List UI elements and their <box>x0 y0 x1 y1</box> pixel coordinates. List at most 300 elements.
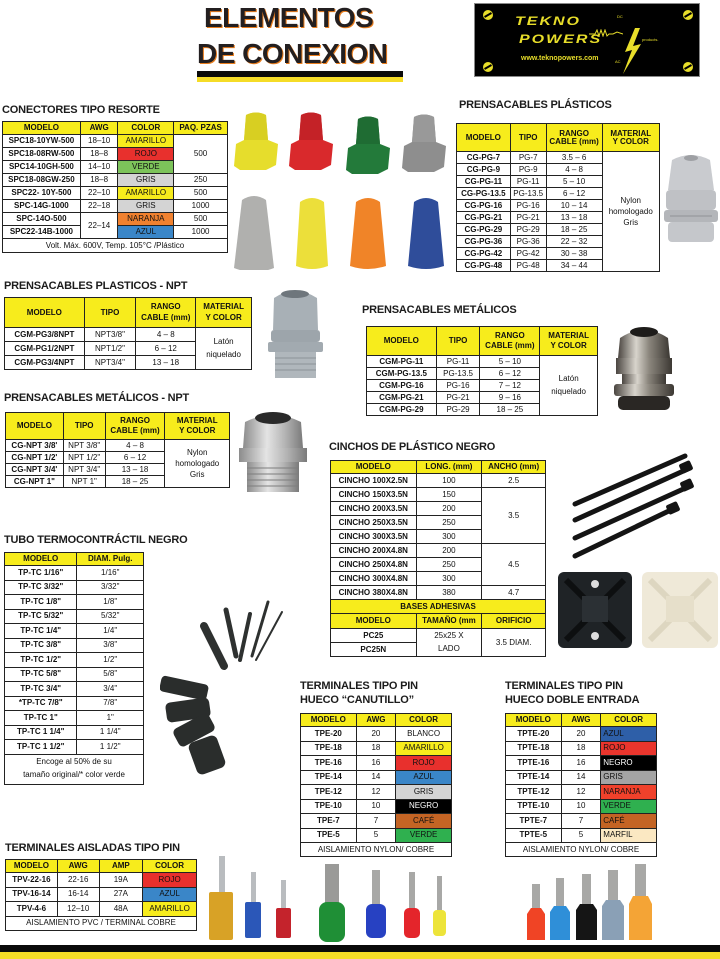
header-material-line1: MATERIAL <box>203 302 244 312</box>
tubo-termocontractil-table <box>4 552 144 785</box>
col-header-rango <box>480 327 540 356</box>
prensacables-plasticos-table <box>456 123 660 272</box>
cell-modelo: CINCHO 150X3.5N <box>331 488 417 502</box>
cell-color: GRIS <box>396 785 452 800</box>
col-header-modelo: MODELO <box>457 124 511 152</box>
cell-modelo: CG-PG-36 <box>457 236 511 248</box>
cell-tipo: NPT 3/4" <box>63 464 105 476</box>
col-header-material <box>165 413 230 440</box>
cell-awg: 7 <box>356 814 396 829</box>
cell-modelo: SPC18-10YW-500 <box>3 135 81 148</box>
material-line: Nylon <box>620 195 641 205</box>
cell-awg: 5 <box>356 828 396 843</box>
cell-modelo: TP-TC 5/32" <box>5 609 77 624</box>
cable-ties-image <box>565 452 695 562</box>
cell-modelo: SPC22- 10Y-500 <box>3 187 81 200</box>
cell-modelo: TPE-10 <box>301 799 357 814</box>
section-title-canutillo-line2: HUECO “CANUTILLO” <box>300 694 414 706</box>
table-row <box>301 756 452 771</box>
ferrule-terminals-image <box>313 862 453 944</box>
cell-modelo: TP-TC 1/16" <box>5 566 77 581</box>
cell-modelo: TPE-7 <box>301 814 357 829</box>
cell-tipo: PG-13.5 <box>510 188 546 200</box>
header-rango-line1: RANGO <box>150 302 181 312</box>
material-line: niquelado <box>206 349 241 359</box>
col-header-rango <box>546 124 602 152</box>
cell-ancho: 4.7 <box>482 586 546 600</box>
heat-shrink-tubes-icon <box>160 600 300 780</box>
adhesive-mount-icon <box>556 570 720 650</box>
table-footnote: Volt. Máx. 600V, Temp. 105°C /Plástico <box>3 239 228 253</box>
col-header-rango <box>136 298 196 328</box>
cell-modelo: CINCHO 200X4.8N <box>331 544 417 558</box>
cell-modelo: CGM-PG-16 <box>367 380 437 392</box>
material-line: Nylon <box>187 447 208 457</box>
cell-awg: 14 <box>561 770 601 785</box>
cell-modelo: CINCHO 250X3.5N <box>331 516 417 530</box>
twin-ferrules-icon <box>525 862 665 944</box>
cell-modelo: CG-PG-42 <box>457 248 511 260</box>
cell-modelo: CG-PG-16 <box>457 200 511 212</box>
table-row <box>5 682 144 697</box>
cell-color: AZUL <box>601 727 657 742</box>
cell-awg: 16 <box>561 756 601 771</box>
cell-awg: 12 <box>356 785 396 800</box>
lightning-bolt-icon <box>621 28 643 74</box>
cell-awg: 18–8 <box>80 148 118 161</box>
cell-modelo: CGM-PG-29 <box>367 404 437 416</box>
col-header-modelo: MODELO <box>6 860 58 873</box>
table-row <box>6 902 197 917</box>
cell-modelo: CINCHO 200X3.5N <box>331 502 417 516</box>
cell-awg: 18–10 <box>80 135 118 148</box>
cell-modelo: TPE-18 <box>301 741 357 756</box>
material-line: niquelado <box>551 386 586 396</box>
cell-tipo: PG-11 <box>436 356 480 368</box>
cell-modelo: CG-PG-13.5 <box>457 188 511 200</box>
col-header-color: COLOR <box>143 860 197 873</box>
cell-modelo: CGM-PG3/8NPT <box>5 328 85 342</box>
cell-modelo: TP-TC 1 1/4" <box>5 725 77 740</box>
cell-modelo: CINCHO 100X2.5N <box>331 474 417 488</box>
metal-cable-gland-image <box>612 322 676 412</box>
cell-color: AZUL <box>118 226 174 239</box>
cell-modelo: TP-TC 1/2" <box>5 653 77 668</box>
footnote-line: tamaño original/* color verde <box>23 770 125 779</box>
twin-ferrule-terminals-image <box>525 862 665 944</box>
header-material-line2: Y COLOR <box>550 341 587 350</box>
cell-paq: 500 <box>174 213 228 226</box>
ferrules-icon <box>313 862 453 944</box>
cell-long: 100 <box>416 474 482 488</box>
cell-awg: 20 <box>561 727 601 742</box>
cell-amp: 19A <box>99 873 143 888</box>
cell-color: NARANJA <box>601 785 657 800</box>
cell-material <box>196 328 252 370</box>
cell-paq: 500 <box>174 187 228 200</box>
col-header-awg: AWG <box>80 122 118 135</box>
prensacables-plasticos-npt-table <box>4 297 252 370</box>
cell-long: 200 <box>416 544 482 558</box>
col-header-awg: AWG <box>57 860 99 873</box>
cell-modelo: TPE-14 <box>301 770 357 785</box>
col-header-long: LONG. (mm) <box>416 461 482 474</box>
cell-color: VERDE <box>396 828 452 843</box>
cell-diam: 5/8" <box>77 667 144 682</box>
cell-tamano: LADO <box>416 643 482 657</box>
section-title-prensacables-plasticos-npt: PRENSACABLES PLASTICOS - NPT <box>4 280 188 292</box>
table-row <box>5 740 144 755</box>
table-row <box>3 213 228 226</box>
cell-rango: 6 – 12 <box>480 368 540 380</box>
cell-modelo: CG-PG-21 <box>457 212 511 224</box>
cell-tipo: PG-42 <box>510 248 546 260</box>
table-row <box>5 566 144 581</box>
table-row <box>5 595 144 610</box>
cell-modelo: TPE-16 <box>301 756 357 771</box>
col-header-paq: PAQ. PZAS <box>174 122 228 135</box>
col-header-rango <box>105 413 165 440</box>
cell-modelo: SPC18-08RW-500 <box>3 148 81 161</box>
table-row <box>506 814 657 829</box>
header-rango-line2: CABLE (mm) <box>110 426 160 435</box>
cell-modelo: SPC-14G-1000 <box>3 200 81 213</box>
cell-awg: 12 <box>561 785 601 800</box>
cell-long: 150 <box>416 488 482 502</box>
wire-nut-connectors-image <box>232 110 452 270</box>
header-rango-line1: RANGO <box>120 415 150 425</box>
cell-material <box>540 356 598 416</box>
cell-rango: 18 – 25 <box>105 476 165 488</box>
table-row <box>3 200 228 213</box>
cell-diam: 1/4" <box>77 624 144 639</box>
conectores-table <box>2 121 228 253</box>
cell-modelo: *TP-TC 7/8" <box>5 696 77 711</box>
cell-modelo: TPE-12 <box>301 785 357 800</box>
cell-color: CAFÉ <box>601 814 657 829</box>
cell-modelo: CG-NPT 1" <box>6 476 64 488</box>
cell-modelo: CG-PG-48 <box>457 260 511 272</box>
cell-diam: 5/32" <box>77 609 144 624</box>
col-header-awg: AWG <box>561 714 601 727</box>
cell-ancho: 3.5 <box>482 488 546 544</box>
cell-modelo: CGM-PG-21 <box>367 392 437 404</box>
cell-color: VERDE <box>118 161 174 174</box>
col-header-awg: AWG <box>356 714 396 727</box>
col-header-modelo: MODELO <box>301 714 357 727</box>
cell-awg: 18 <box>356 741 396 756</box>
cell-awg: 10 <box>561 799 601 814</box>
cell-color: NARANJA <box>118 213 174 226</box>
col-header-orificio: ORIFICIO <box>482 614 546 629</box>
cell-modelo: CG-PG-11 <box>457 176 511 188</box>
terminales-doble-entrada-table <box>505 713 657 857</box>
cell-color: GRIS <box>118 200 174 213</box>
cell-paq: 500 <box>174 135 228 174</box>
cell-modelo: TPTE-14 <box>506 770 562 785</box>
table-row <box>331 586 546 600</box>
table-row <box>457 152 660 164</box>
prensacables-metalicos-npt-table <box>5 412 230 488</box>
section-title-tubo: TUBO TERMOCONTRÁCTIL NEGRO <box>4 534 188 546</box>
cell-tipo: PG-9 <box>510 164 546 176</box>
cell-modelo: TPTE-16 <box>506 756 562 771</box>
table-row <box>506 785 657 800</box>
cell-color: VERDE <box>601 799 657 814</box>
col-header-color: COLOR <box>396 714 452 727</box>
col-header-material <box>540 327 598 356</box>
col-header-material <box>196 298 252 328</box>
cell-diam: 1 1/4" <box>77 725 144 740</box>
table-footnote: AISLAMIENTO NYLON/ COBRE <box>506 843 657 857</box>
cell-rango: 34 – 44 <box>546 260 602 272</box>
cell-diam: 3/32" <box>77 580 144 595</box>
cell-material <box>602 152 659 272</box>
heat-shrink-tubes-image <box>160 600 300 780</box>
cell-modelo: TP-TC 1 1/2" <box>5 740 77 755</box>
logo-dc-label: DC <box>617 14 623 19</box>
cable-gland-npt-icon <box>268 284 323 380</box>
cell-modelo: CGM-PG3/4NPT <box>5 356 85 370</box>
cell-awg: 10 <box>356 799 396 814</box>
header-material-line1: MATERIAL <box>610 128 652 138</box>
table-row <box>301 785 452 800</box>
logo-brand-line-2: POWERS <box>519 33 603 46</box>
cell-diam: 1/16" <box>77 566 144 581</box>
cell-awg: 22–14 <box>80 213 118 239</box>
cell-awg: 14 <box>356 770 396 785</box>
cell-color: AMARILLO <box>118 135 174 148</box>
table-row <box>506 828 657 843</box>
section-title-canutillo-line1: TERMINALES TIPO PIN <box>300 680 418 692</box>
cell-color: ROJO <box>601 741 657 756</box>
cell-color: AMARILLO <box>118 187 174 200</box>
cell-modelo: CG-PG-7 <box>457 152 511 164</box>
cell-rango: 9 – 16 <box>480 392 540 404</box>
footer-bar-black <box>0 945 720 952</box>
table-row <box>3 174 228 187</box>
cell-modelo: CGM-PG-11 <box>367 356 437 368</box>
cell-modelo: CG-PG-29 <box>457 224 511 236</box>
cell-tipo: PG-21 <box>510 212 546 224</box>
prensacables-metalicos-table <box>366 326 598 416</box>
col-header-modelo: MODELO <box>367 327 437 356</box>
cell-tipo: NPT3/8" <box>84 328 136 342</box>
table-row <box>301 814 452 829</box>
terminales-canutillo-table <box>300 713 452 857</box>
cell-rango: 18 – 25 <box>480 404 540 416</box>
material-line: homologado <box>175 458 220 468</box>
cell-modelo: TP-TC 1" <box>5 711 77 726</box>
cell-modelo: CINCHO 380X4.8N <box>331 586 417 600</box>
cell-long: 380 <box>416 586 482 600</box>
table-row <box>506 756 657 771</box>
col-header-material <box>602 124 659 152</box>
cable-gland-metal-icon <box>612 322 676 412</box>
cell-awg: 12–10 <box>57 902 99 917</box>
col-header-amp: AMP <box>99 860 143 873</box>
cell-color: NEGRO <box>601 756 657 771</box>
header-rango-line2: CABLE (mm) <box>549 136 599 146</box>
cell-rango: 5 – 10 <box>546 176 602 188</box>
col-header-tipo: TIPO <box>84 298 136 328</box>
cell-color: MARFIL <box>601 828 657 843</box>
cell-modelo: SPC18-08GW-250 <box>3 174 81 187</box>
cell-paq: 250 <box>174 174 228 187</box>
logo-url: www.teknopowers.com <box>521 55 599 62</box>
table-row <box>506 770 657 785</box>
table-footnote: AISLAMIENTO PVC / TERMINAL COBRE <box>6 916 197 930</box>
cell-awg: 16-14 <box>57 887 99 902</box>
table-row <box>5 711 144 726</box>
cell-modelo: TPV-22-16 <box>6 873 58 888</box>
cell-orificio: 3.5 DIAM. <box>482 629 546 657</box>
cell-rango: 4 – 8 <box>136 328 196 342</box>
cell-tipo: PG-21 <box>436 392 480 404</box>
plastic-cable-gland-image <box>662 150 720 250</box>
cell-material <box>165 440 230 488</box>
table-row <box>6 440 230 452</box>
table-row <box>5 696 144 711</box>
cell-modelo: TP-TC 3/8" <box>5 638 77 653</box>
col-header-modelo: MODELO <box>331 614 417 629</box>
cell-amp: 27A <box>99 887 143 902</box>
cell-color: ROJO <box>118 148 174 161</box>
cell-color: NEGRO <box>396 799 452 814</box>
cell-tipo: NPT 3/8" <box>63 440 105 452</box>
cable-ties-icon <box>565 452 695 562</box>
cell-amp: 48A <box>99 902 143 917</box>
material-line: Gris <box>623 218 639 228</box>
col-header-modelo: MODELO <box>3 122 81 135</box>
page-title-line-1: ELEMENTOS <box>204 2 374 33</box>
cinchos-table <box>330 460 546 657</box>
cell-modelo: CINCHO 300X4.8N <box>331 572 417 586</box>
cell-rango: 30 – 38 <box>546 248 602 260</box>
cell-modelo: PC25N <box>331 643 417 657</box>
cell-color: AMARILLO <box>143 902 197 917</box>
table-row <box>367 356 598 368</box>
cell-modelo: CG-NPT 3/8' <box>6 440 64 452</box>
cell-modelo: TPTE-20 <box>506 727 562 742</box>
cell-diam: 3/8" <box>77 638 144 653</box>
cell-modelo: TPTE-12 <box>506 785 562 800</box>
table-row <box>5 667 144 682</box>
cell-modelo: CG-PG-9 <box>457 164 511 176</box>
cell-modelo: SPC-14O-500 <box>3 213 81 226</box>
header-material-line2: Y COLOR <box>612 136 649 146</box>
cell-awg: 22–10 <box>80 187 118 200</box>
material-line: Latón <box>213 336 234 346</box>
table-row <box>331 474 546 488</box>
cell-modelo: SPC14-10GH-500 <box>3 161 81 174</box>
cell-modelo: PC25 <box>331 629 417 643</box>
cell-diam: 1/2" <box>77 653 144 668</box>
header-material-line1: MATERIAL <box>176 415 218 425</box>
col-header-modelo: MODELO <box>5 298 85 328</box>
cell-long: 300 <box>416 530 482 544</box>
page-title-line-2: DE CONEXION <box>197 38 388 69</box>
cell-tipo: PG-29 <box>436 404 480 416</box>
section-title-doble-line1: TERMINALES TIPO PIN <box>505 680 623 692</box>
section-title-doble-line2: HUECO DOBLE ENTRADA <box>505 694 640 706</box>
cell-diam: 3/4" <box>77 682 144 697</box>
cell-long: 250 <box>416 558 482 572</box>
section-title-prensacables-metalicos-npt: PRENSACABLES METÁLICOS - NPT <box>4 392 190 404</box>
cell-awg: 5 <box>561 828 601 843</box>
logo-ac-label: AC <box>615 59 621 64</box>
footer-bar-yellow <box>0 952 720 959</box>
table-row <box>506 741 657 756</box>
cell-awg: 16 <box>356 756 396 771</box>
col-header-tipo: TIPO <box>510 124 546 152</box>
cell-tipo: PG-16 <box>436 380 480 392</box>
cell-paq: 1000 <box>174 200 228 213</box>
cell-color: BLANCO <box>396 727 452 742</box>
screw-icon <box>483 62 493 72</box>
material-line: homologado <box>608 206 653 216</box>
cell-rango: 4 – 8 <box>546 164 602 176</box>
table-row <box>301 770 452 785</box>
cell-tipo: PG-29 <box>510 224 546 236</box>
table-row <box>5 725 144 740</box>
table-row <box>3 187 228 200</box>
table-row <box>5 609 144 624</box>
col-header-ancho: ANCHO (mm) <box>482 461 546 474</box>
material-line: Latón <box>558 373 579 383</box>
cell-rango: 13 – 18 <box>136 356 196 370</box>
logo-products-label: products. <box>642 37 659 42</box>
cell-long: 200 <box>416 502 482 516</box>
cell-rango: 13 – 18 <box>105 464 165 476</box>
cell-color: GRIS <box>118 174 174 187</box>
resistor-wave-icon <box>589 29 623 37</box>
cell-rango: 6 – 12 <box>136 342 196 356</box>
cell-tipo: NPT 1/2" <box>63 452 105 464</box>
plastic-npt-gland-image <box>268 284 323 380</box>
table-footnote: AISLAMIENTO NYLON/ COBRE <box>301 843 452 857</box>
material-line: Gris <box>189 470 205 480</box>
col-header-modelo: MODELO <box>5 553 77 566</box>
col-header-color: COLOR <box>118 122 174 135</box>
table-row <box>506 727 657 742</box>
cell-tipo: PG-16 <box>510 200 546 212</box>
cable-gland-metal-npt-icon <box>235 408 311 494</box>
title-underline-yellow <box>197 77 403 82</box>
header-material-line2: Y COLOR <box>179 426 216 435</box>
cell-rango: 22 – 32 <box>546 236 602 248</box>
footnote-line: Encoge al 50% de su <box>36 757 112 767</box>
cell-tipo: NPT3/4" <box>84 356 136 370</box>
cell-rango: 3.5 – 6 <box>546 152 602 164</box>
cell-tipo: PG-36 <box>510 236 546 248</box>
cell-awg: 22-16 <box>57 873 99 888</box>
cell-modelo: SPC22-14B-1000 <box>3 226 81 239</box>
cell-awg: 22–18 <box>80 200 118 213</box>
cell-modelo: TPTE-18 <box>506 741 562 756</box>
cell-modelo: TPTE-5 <box>506 828 562 843</box>
table-row <box>5 580 144 595</box>
section-title-aisladas: TERMINALES AISLADAS TIPO PIN <box>5 842 180 854</box>
section-title-prensacables-plasticos: PRENSACABLES PLÁSTICOS <box>459 99 612 111</box>
table-row <box>5 624 144 639</box>
cell-color: AZUL <box>396 770 452 785</box>
cell-diam: 1/8" <box>77 595 144 610</box>
table-row <box>506 799 657 814</box>
cell-awg: 14–10 <box>80 161 118 174</box>
adhesive-bases-image <box>556 570 720 650</box>
terminales-aisladas-table <box>5 859 197 931</box>
